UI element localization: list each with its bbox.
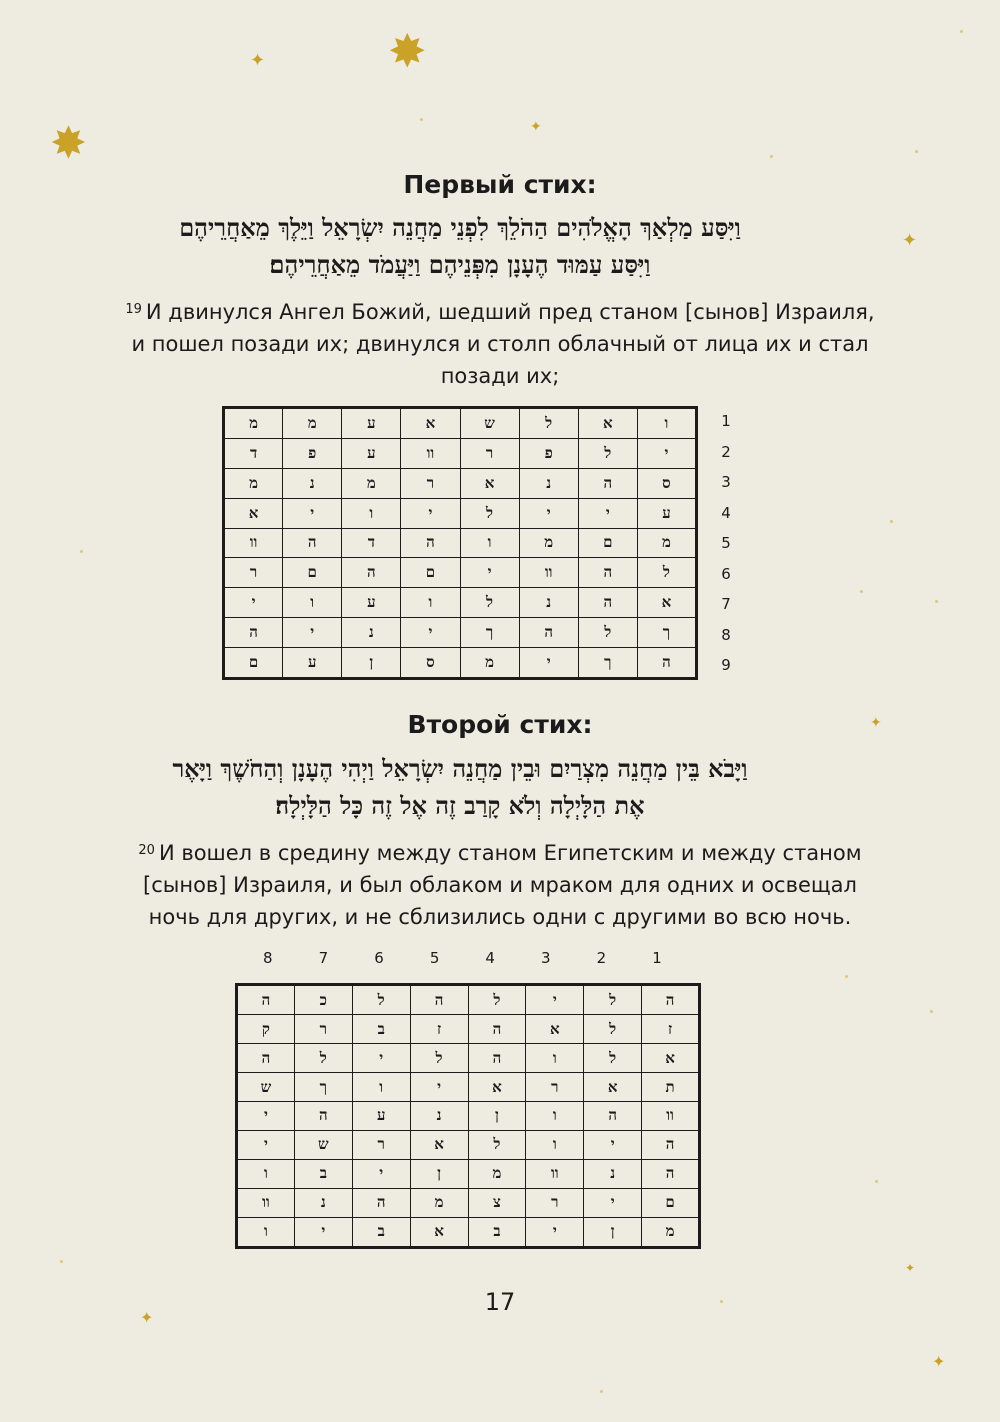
grid-cell: מ [637,528,696,558]
grid-cell: א [410,1130,468,1159]
grid-cell: ב [468,1217,526,1247]
grid-cell: י [526,985,584,1015]
grid-cell: ו [526,1130,584,1159]
grid-cell: ן [342,647,401,678]
row-number: 4 [721,503,731,522]
grid-row [224,647,697,678]
row-number: 5 [721,534,731,552]
grid-cell: ז [642,1015,700,1044]
grid-cell: ה [468,1015,526,1044]
grid-row [237,1130,700,1159]
grid-cell: ל [578,439,637,469]
grid-cell: ם [578,528,637,558]
column-number: 4 [485,949,495,967]
grid-cell: ו [352,1073,410,1102]
grid-cell: ה [637,647,696,678]
grid-cell: ל [519,408,578,439]
grid-cell: ם [224,647,283,678]
grid-cell: ר [294,1015,352,1044]
column-number: 2 [596,949,607,967]
grid-cell: ו [637,408,696,439]
grid-cell: ה [224,617,283,647]
grid-cell: ע [352,1102,410,1131]
grid-cell: ה [468,1044,526,1073]
grid-cell: וו [526,1159,584,1188]
grid-row [237,985,700,1015]
grid-cell: ו [283,588,342,618]
translation-line: позади их; [440,364,560,388]
grid-cell: י [224,588,283,618]
grid-cell: ב [294,1159,352,1188]
grid-cell: ו [342,498,401,528]
grid-cell: נ [283,469,342,499]
column-number: 5 [429,949,440,967]
grid-cell: ה [237,1044,295,1073]
grid-cell: נ [519,469,578,499]
verse1-letter-grid [222,406,698,680]
row-number: 2 [721,442,731,461]
grid-cell: ה [642,985,700,1015]
grid-cell: ל [584,1044,642,1073]
grid-cell: י [352,1159,410,1188]
grid-row [237,1217,700,1247]
grid-cell: ן [584,1217,642,1247]
translation-line: $^{19}$ И двинулся Ангел Божий, шедший пред станом [сынов] Израиля, [125,300,875,324]
grid-cell: ס [637,469,696,499]
verse-number: 19 [125,302,142,317]
grid-row [224,588,697,618]
grid-cell: א [468,1073,526,1102]
verse1-translation [70,296,930,392]
grid-cell: א [224,498,283,528]
grid-cell: ה [642,1130,700,1159]
grid-cell: י [410,1073,468,1102]
grid-cell: ך [578,647,637,678]
grid-cell: ל [460,498,519,528]
grid-cell: ב [352,1015,410,1044]
grid-cell: ע [637,498,696,528]
grid-cell: ש [294,1130,352,1159]
grid-cell: ה [294,1102,352,1131]
grid-cell: ל [294,1044,352,1073]
grid-cell: ר [526,1073,584,1102]
grid-cell: ר [526,1188,584,1217]
sparkle-icon: ✦ [902,230,918,251]
translation-line: ночь для других, и не сблизились одни с другими во всю ночь. [148,905,852,929]
grid-cell: א [460,469,519,499]
hebrew-line: אֶת הַלָּיְלָה וְלֹא קָרַב זֶה אֶל זֶה כָּל הַלָּיְלָה׃ [275,791,645,820]
grid-cell: י [237,1102,295,1131]
verse1-hebrew-text [100,209,820,283]
grid-cell: ן [468,1102,526,1131]
grid-cell: ם [401,558,460,588]
grid-cell: נ [342,617,401,647]
grid-cell: ם [283,558,342,588]
grid-cell: ד [224,439,283,469]
grid-cell: ו [237,1217,295,1247]
grid-cell: י [283,617,342,647]
grid-cell: י [460,558,519,588]
row-number: 8 [721,625,731,644]
translation-line: $^{20}$ И вошел в средину между станом Египетским и между станом [138,841,862,865]
grid-cell: ך [460,617,519,647]
grid-cell: פ [283,439,342,469]
verse2-translation [70,837,930,933]
sparkle-icon: ✦ [932,1352,946,1371]
grid-row [237,1044,700,1073]
grid-cell: מ [410,1188,468,1217]
hebrew-line: וַיָּבֹא בֵּין מַחֲנֵה מִצְרַיִם וּבֵין מַחֲנֵה יִשְׂרָאֵל וַיְהִי הֶעָנָן וְהַחֹשֶׁךְ וַיָּאֶר [172,754,748,783]
grid-cell: ר [460,439,519,469]
grid-cell: ה [237,985,295,1015]
grid-cell: ע [342,588,401,618]
grid-cell: ל [352,985,410,1015]
hebrew-line: וַיִּסַּע מַלְאַךְ הָאֱלֹהִים הַהֹלֵךְ לִפְנֵי מַחֲנֵה יִשְׂרָאֵל וַיֵּלֶךְ מֵאַחֲרֵיהֶם [179,213,741,242]
grid-cell: א [578,408,637,439]
grid-cell: ע [342,408,401,439]
grid-cell: א [584,1073,642,1102]
grid-cell: ה [401,528,460,558]
grid-row [237,1102,700,1131]
grid-cell: י [294,1217,352,1247]
grid-cell: ו [237,1159,295,1188]
column-number: 7 [318,949,329,967]
grid-row [224,439,697,469]
grid-cell: מ [283,408,342,439]
grid-cell: ר [224,558,283,588]
grid-cell: ן [410,1159,468,1188]
grid-cell: מ [224,408,283,439]
grid-cell: י [637,439,696,469]
grid-cell: ל [460,588,519,618]
grid-cell: מ [224,469,283,499]
grid-cell: א [410,1217,468,1247]
page-number: 17 [484,1288,516,1316]
grid-cell: י [519,647,578,678]
grid-cell: ק [237,1015,295,1044]
grid-cell: ל [584,1015,642,1044]
grid-cell: ה [578,558,637,588]
grid-cell: י [584,1130,642,1159]
grid-cell: ה [584,1102,642,1131]
grid-cell: וו [642,1102,700,1131]
grid-cell: ל [584,985,642,1015]
grid-cell: ל [468,985,526,1015]
grid-cell: ו [526,1044,584,1073]
gold-star-icon: ✸ [388,24,427,78]
grid-cell: צ [468,1188,526,1217]
grid-cell: י [519,498,578,528]
grid-row [237,1015,700,1044]
grid-cell: וו [224,528,283,558]
grid-cell: ו [526,1102,584,1131]
grid-cell: ו [460,528,519,558]
grid-cell: כ [294,985,352,1015]
grid-cell: י [584,1188,642,1217]
verse2-hebrew-text [100,750,820,824]
grid-cell: ה [342,558,401,588]
grid-row [237,1159,700,1188]
grid-cell: ס [401,647,460,678]
grid-cell: י [283,498,342,528]
grid-cell: ל [468,1130,526,1159]
verse-number: 20 [138,843,155,858]
grid-cell: נ [584,1159,642,1188]
translation-line: и пошел позади их; двинулся и столп облачный от лица их и стал [131,332,869,356]
grid-cell: ה [410,985,468,1015]
column-number: 8 [263,949,273,967]
sparkle-icon: ✦ [905,1261,916,1275]
grid-cell: י [237,1130,295,1159]
row-number: 6 [721,564,731,583]
grid-cell: ש [237,1073,295,1102]
grid-cell: ל [637,558,696,588]
grid-cell: מ [468,1159,526,1188]
grid-cell: י [526,1217,584,1247]
grid-cell: וו [401,439,460,469]
grid-cell: ך [637,617,696,647]
grid-cell: ם [642,1188,700,1217]
grid-cell: נ [294,1188,352,1217]
grid-cell: ע [342,439,401,469]
grid-cell: א [401,408,460,439]
column-number: 6 [374,949,384,967]
grid-cell: ה [578,588,637,618]
grid-row [224,558,697,588]
grid-cell: ה [642,1159,700,1188]
grid-cell: י [401,498,460,528]
grid-cell: וו [519,558,578,588]
grid-cell: מ [342,469,401,499]
grid-cell: י [401,617,460,647]
grid-cell: א [526,1015,584,1044]
translation-line: [сынов] Израиля, и был облаком и мраком для одних и освещал [143,873,857,897]
grid-cell: נ [410,1102,468,1131]
grid-cell: נ [519,588,578,618]
grid-cell: ך [294,1073,352,1102]
sparkle-icon: ✦ [250,50,266,71]
grid-row [237,1188,700,1217]
grid-cell: א [642,1044,700,1073]
grid-cell: ל [410,1044,468,1073]
grid-cell: וו [237,1188,295,1217]
grid-cell: ב [352,1217,410,1247]
grid-cell: מ [642,1217,700,1247]
grid-cell: ר [401,469,460,499]
grid-row [224,498,697,528]
row-number: 1 [721,412,731,430]
grid-cell: ה [352,1188,410,1217]
grid-cell: ש [460,408,519,439]
grid-row [224,528,697,558]
row-number: 9 [721,656,731,674]
grid-cell: י [352,1044,410,1073]
grid-cell: ה [519,617,578,647]
grid-row [224,617,697,647]
sparkle-icon: ✦ [530,119,542,135]
grid-cell: פ [519,439,578,469]
grid-cell: ו [401,588,460,618]
hebrew-line: וַיִּסַּע עַמּוּד הֶעָנָן מִפְּנֵיהֶם וַיַּעֲמֹד מֵאַחֲרֵיהֶם׃ [269,250,651,279]
grid-row [224,469,697,499]
grid-cell: ל [578,617,637,647]
sparkle-icon: ✦ [870,715,882,731]
gold-star-icon: ✸ [50,118,87,169]
grid-row [237,1073,700,1102]
sparkle-icon: ✦ [140,1308,154,1327]
column-number: 1 [652,949,662,967]
grid-cell: ע [283,647,342,678]
column-number: 3 [541,949,551,967]
grid-cell: ד [342,528,401,558]
grid-cell: ה [578,469,637,499]
verse2-letter-grid [235,983,701,1249]
grid-row [224,408,697,439]
grid-cell: א [637,588,696,618]
grid-cell: י [578,498,637,528]
grid-cell: ז [410,1015,468,1044]
grid-cell: ר [352,1130,410,1159]
row-number: 3 [721,473,731,491]
grid-cell: מ [519,528,578,558]
verse2-heading: Второй стих: [407,710,593,739]
grid-cell: ה [283,528,342,558]
row-number: 7 [721,595,731,613]
grid-cell: ת [642,1073,700,1102]
verse1-heading: Первый стих: [403,170,597,199]
grid-cell: מ [460,647,519,678]
